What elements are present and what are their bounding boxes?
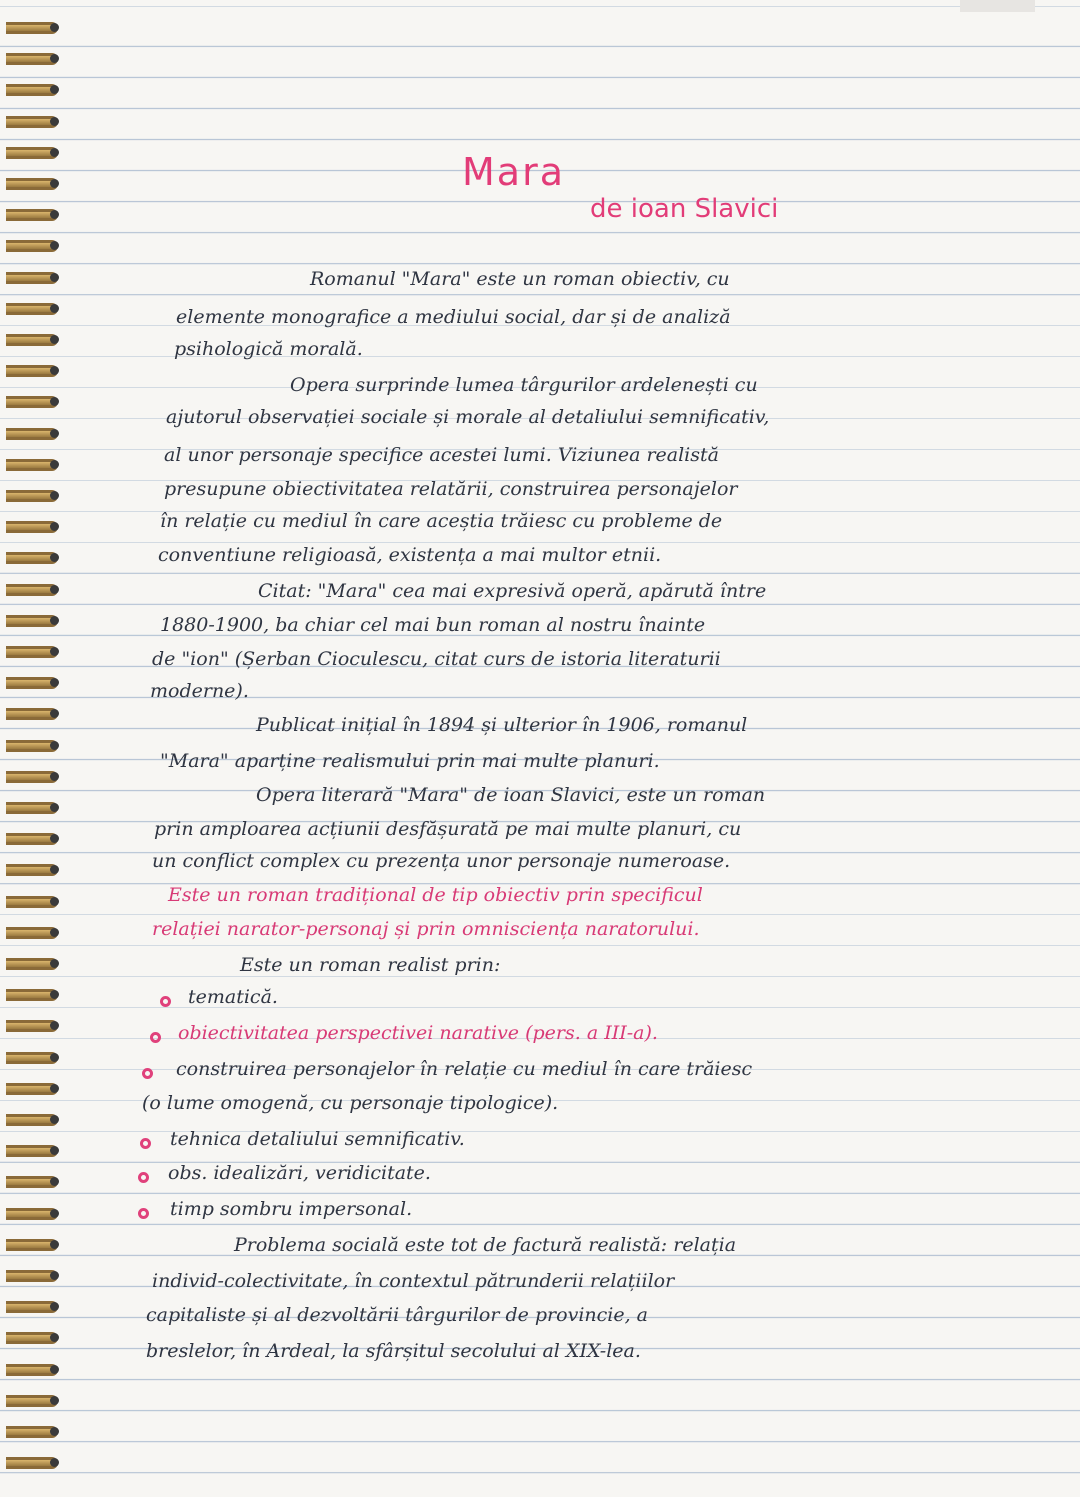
- bullet-item: construirea personajelor în relație cu mediul în care trăiesc: [176, 1058, 753, 1080]
- binding-hole: [50, 23, 59, 32]
- binding-hole: [50, 429, 59, 438]
- bullet-icon: [142, 1068, 153, 1079]
- binding-hole: [50, 772, 59, 781]
- bullet-item: obs. idealizări, veridicitate.: [168, 1162, 431, 1184]
- bullet-icon: [138, 1172, 149, 1183]
- binding-hole: [50, 834, 59, 843]
- text-line: Publicat inițial în 1894 și ulterior în 1906, romanul: [256, 714, 748, 736]
- binding-hole: [50, 803, 59, 812]
- bullet-item: tematică.: [188, 986, 278, 1008]
- text-line: 1880-1900, ba chiar cel mai bun roman al nostru înainte: [160, 614, 706, 636]
- text-line: moderne).: [150, 680, 249, 702]
- text-line: conventiune religioasă, existența a mai multor etnii.: [158, 544, 662, 566]
- text-line: "Mara" aparține realismului prin mai multe planuri.: [160, 750, 660, 772]
- binding-hole: [50, 928, 59, 937]
- binding-hole: [50, 148, 59, 157]
- binding-hole: [50, 304, 59, 313]
- text-line: ajutorul observației sociale și morale al detaliului semnificativ,: [166, 406, 770, 428]
- bullet-icon: [150, 1032, 161, 1043]
- text-line: al unor personaje specifice acestei lumi. Viziunea realistă: [164, 444, 719, 466]
- text-line: Citat: "Mara" cea mai expresivă operă, apărută între: [258, 580, 767, 602]
- binding-hole: [50, 397, 59, 406]
- binding-hole: [50, 1271, 59, 1280]
- text-line: psihologică morală.: [174, 338, 363, 360]
- text-line: Problema socială este tot de factură realistă: relația: [234, 1234, 737, 1256]
- bullet-item: timp sombru impersonal.: [170, 1198, 413, 1220]
- binding-hole: [50, 366, 59, 375]
- binding-hole: [50, 1115, 59, 1124]
- text-line-highlight: Este un roman tradițional de tip obiectiv prin specificul: [168, 884, 703, 906]
- binding-hole: [50, 709, 59, 718]
- text-line: breslelor, în Ardeal, la sfârșitul secolului al XIX-lea.: [146, 1340, 641, 1362]
- binding-hole: [50, 273, 59, 282]
- text-line: Este un roman realist prin:: [240, 954, 501, 976]
- binding-hole: [50, 1396, 59, 1405]
- binding-hole: [50, 460, 59, 469]
- binding-hole: [50, 335, 59, 344]
- text-line: în relație cu mediul în care aceștia trăiesc cu probleme de: [160, 510, 723, 532]
- binding-hole: [50, 1240, 59, 1249]
- binding-hole: [50, 1146, 59, 1155]
- bullet-icon: [138, 1208, 149, 1219]
- text-line: individ-colectivitate, în contextul pătrunderii relațiilor: [152, 1270, 675, 1292]
- spiral-binding: [0, 0, 70, 1497]
- binding-hole: [50, 1333, 59, 1342]
- binding-hole: [50, 585, 59, 594]
- binding-hole: [50, 1365, 59, 1374]
- bullet-item: tehnica detaliului semnificativ.: [170, 1128, 465, 1150]
- binding-hole: [50, 1084, 59, 1093]
- text-line: Opera surprinde lumea târgurilor ardelenești cu: [290, 374, 758, 396]
- bullet-icon: [160, 996, 171, 1007]
- binding-hole: [50, 210, 59, 219]
- binding-hole: [50, 1053, 59, 1062]
- binding-hole: [50, 54, 59, 63]
- text-line-highlight: relației narator-personaj și prin omnisciența naratorului.: [152, 918, 700, 940]
- binding-hole: [50, 1427, 59, 1436]
- binding-hole: [50, 1177, 59, 1186]
- binding-hole: [50, 990, 59, 999]
- text-line: Opera literară "Mara" de ioan Slavici, este un roman: [256, 784, 766, 806]
- binding-hole: [50, 647, 59, 656]
- text-line: capitaliste și al dezvoltării târgurilor de provincie, a: [146, 1304, 648, 1326]
- binding-hole: [50, 1021, 59, 1030]
- binding-hole: [50, 1302, 59, 1311]
- binding-hole: [50, 491, 59, 500]
- binding-hole: [50, 522, 59, 531]
- bullet-icon: [140, 1138, 151, 1149]
- binding-hole: [50, 1458, 59, 1467]
- binding-hole: [50, 741, 59, 750]
- binding-hole: [50, 85, 59, 94]
- bullet-item-continued: (o lume omogenă, cu personaje tipologice).: [142, 1092, 559, 1114]
- page-subtitle: de ioan Slavici: [590, 194, 779, 224]
- binding-hole: [50, 179, 59, 188]
- binding-hole: [50, 678, 59, 687]
- text-line: elemente monografice a mediului social, dar și de analiză: [176, 306, 731, 328]
- binding-hole: [50, 553, 59, 562]
- binding-hole: [50, 865, 59, 874]
- binding-hole: [50, 1209, 59, 1218]
- text-line: presupune obiectivitatea relatării, construirea personajelor: [164, 478, 738, 500]
- binding-hole: [50, 897, 59, 906]
- text-line: de "ion" (Șerban Cioculescu, citat curs de istoria literaturii: [152, 648, 721, 670]
- text-line: prin amploarea acțiunii desfășurată pe mai multe planuri, cu: [154, 818, 742, 840]
- text-line: un conflict complex cu prezența unor personaje numeroase.: [152, 850, 731, 872]
- binding-hole: [50, 959, 59, 968]
- binding-hole: [50, 117, 59, 126]
- page-corner: [960, 0, 1035, 12]
- binding-hole: [50, 241, 59, 250]
- binding-hole: [50, 616, 59, 625]
- page-title: Mara: [462, 150, 565, 194]
- text-line: Romanul "Mara" este un roman obiectiv, cu: [310, 268, 730, 290]
- bullet-item: obiectivitatea perspectivei narative (pers. a III-a).: [178, 1022, 658, 1044]
